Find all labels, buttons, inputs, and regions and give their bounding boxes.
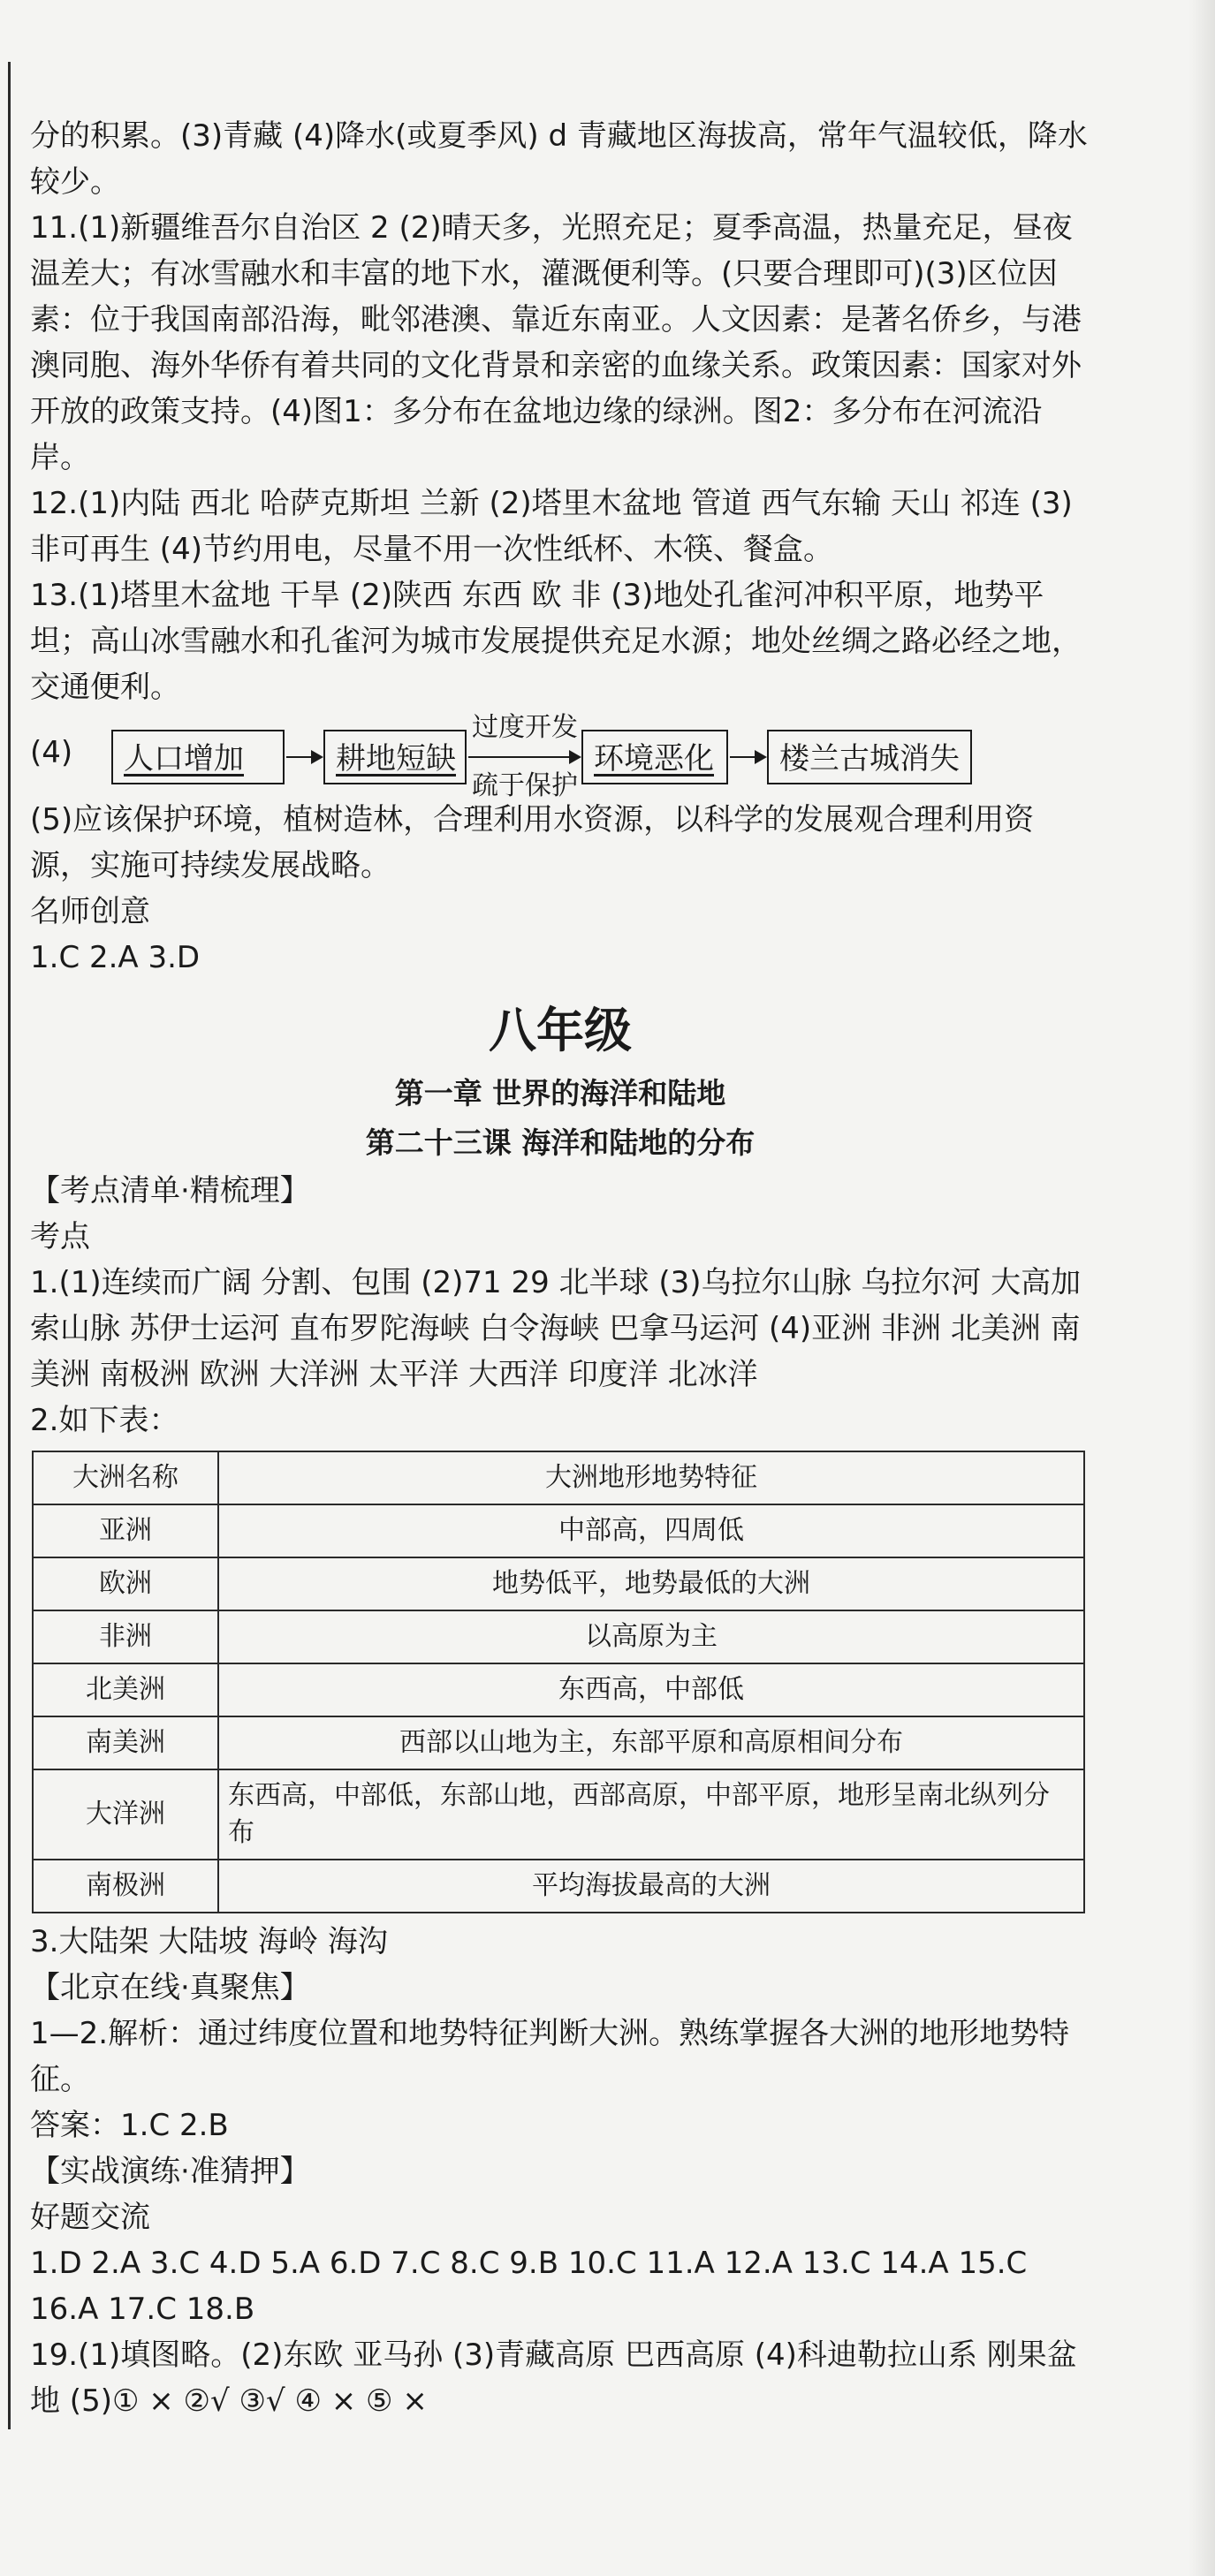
table-cell-continent: 南美洲 — [33, 1716, 218, 1769]
kaodian-2-intro: 2.如下表： — [30, 1403, 179, 1438]
table-cell-continent: 大洋洲 — [33, 1769, 218, 1860]
answer-1-2: 答案：1.C 2.B — [30, 2108, 229, 2143]
table-row — [33, 1557, 1084, 1610]
table-row — [33, 1610, 1084, 1663]
section-heading-practice: 【实战演练·准猜押】 — [30, 2154, 310, 2189]
answer-13: 13.(1)塔里木盆地 干旱 (2)陕西 东西 欧 非 (3)地处孔雀河冲积平原，地势平坦；高山冰雪融水和孔雀河为城市发展提供充足水源；地处丝绸之路必经之地，交通便利。 — [30, 578, 1082, 705]
table-cell-feature: 地势低平，地势最低的大洲 — [218, 1557, 1084, 1610]
answer-list-teacher: 1.C 2.A 3.D — [30, 940, 201, 975]
table-cell-continent: 欧洲 — [33, 1557, 218, 1610]
margin-line — [8, 62, 11, 2429]
analysis-1-2: 1—2.解析：通过纬度位置和地势特征判断大洲。熟练掌握各大洲的地形地势特征。 — [30, 2016, 1070, 2097]
flow-box-farmland-text: 耕地短缺 — [336, 741, 456, 777]
table-cell-feature: 以高原为主 — [218, 1610, 1084, 1663]
answer-content — [30, 113, 1090, 2424]
table-row — [33, 1716, 1084, 1769]
kaodian-1: 1.(1)连续而广阔 分割、包围 (2)71 29 北半球 (3)乌拉尔山脉 乌拉尔河 大高加索山脉 苏伊士运河 直布罗陀海峡 白令海峡 巴拿马运河 (4)亚洲 非洲 北美洲 南美洲 南极洲 欧洲 大洋洲 太平洋 大西洋 印度洋 北冰洋 — [30, 1265, 1082, 1392]
flow-label: (4) — [30, 735, 73, 770]
chapter-title: 第一章 世界的海洋和陆地 — [394, 1076, 726, 1110]
flow-box-loulan — [767, 730, 972, 784]
flow-box-environment-text: 环境恶化 — [594, 741, 714, 777]
answer-13-5: (5)应该保护环境，植树造林，合理利用水资源，以科学的发展观合理利用资源，实施可持续发展战略。 — [30, 802, 1035, 883]
flow-note-overdevelop: 过度开发 — [472, 712, 578, 743]
subheading-good-questions: 好题交流 — [30, 2200, 150, 2235]
table-header-cell: 大洲名称 — [33, 1451, 218, 1504]
flow-arrow-1 — [286, 756, 322, 758]
table-cell-continent: 非洲 — [33, 1610, 218, 1663]
table-row — [33, 1504, 1084, 1557]
continent-terrain-table — [32, 1451, 1085, 1913]
flow-box-farmland — [323, 730, 467, 784]
section-heading-beijing: 【北京在线·真聚焦】 — [30, 1970, 310, 2005]
answer-11: 11.(1)新疆维吾尔自治区 2 (2)晴天多，光照充足；夏季高温，热量充足，昼夜温差大；有冰雪融水和丰富的地下水，灌溉便利等。(只要合理即可)(3)区位因素：位于我国南部沿海，毗邻港澳、靠近东南亚。人文因素：是著名侨乡，与港澳同胞、海外华侨有着共同的文化背景和亲密的血缘关系。政策因素：国家对外开放的政策支持。(4)图1：多分布在盆地边缘的绿洲。图2：多分布在河流沿岸。 — [30, 210, 1082, 475]
flow-box-population — [111, 730, 285, 784]
table-header-cell: 大洲地形地势特征 — [218, 1451, 1084, 1504]
table-cell-feature: 东西高，中部低，东部山地，西部高原，中部平原，地形呈南北纵列分布 — [218, 1769, 1084, 1860]
table-cell-continent: 亚洲 — [33, 1504, 218, 1557]
flow-arrow-3 — [730, 756, 765, 758]
table-header-row — [33, 1451, 1084, 1504]
kaodian-3: 3.大陆架 大陆坡 海岭 海沟 — [30, 1924, 388, 1959]
section-heading-checklist: 【考点清单·精梳理】 — [30, 1173, 310, 1208]
paragraph-continuation: 分的积累。(3)青藏 (4)降水(或夏季风) d 青藏地区海拔高，常年气温较低，降水较少。 — [30, 118, 1088, 200]
table-cell-feature: 东西高，中部低 — [218, 1663, 1084, 1716]
flow-box-loulan-text: 楼兰古城消失 — [779, 741, 960, 777]
table-cell-continent: 北美洲 — [33, 1663, 218, 1716]
table-cell-continent: 南极洲 — [33, 1860, 218, 1913]
flow-box-population-text: 人口增加 — [124, 741, 244, 777]
table-row — [33, 1769, 1084, 1860]
table-row — [33, 1860, 1084, 1913]
answer-list-practice: 1.D 2.A 3.C 4.D 5.A 6.D 7.C 8.C 9.B 10.C 11.A 12.A 13.C 14.A 15.C 16.A 17.C 18.B — [30, 2246, 1028, 2327]
flow-arrow-2 — [468, 756, 580, 758]
subheading-kaodian: 考点 — [30, 1219, 90, 1254]
grade-title: 八年级 — [489, 1002, 632, 1058]
table-cell-feature: 中部高，四周低 — [218, 1504, 1084, 1557]
flow-note-neglect: 疏于保护 — [472, 770, 578, 801]
table-cell-feature: 平均海拔最高的大洲 — [218, 1860, 1084, 1913]
page-edge-shadow — [1188, 0, 1215, 2576]
flow-box-environment — [581, 730, 728, 784]
answer-12: 12.(1)内陆 西北 哈萨克斯坦 兰新 (2)塔里木盆地 管道 西气东输 天山 祁连 (3)非可再生 (4)节约用电，尽量不用一次性纸杯、木筷、餐盒。 — [30, 486, 1073, 567]
table-cell-feature: 西部以山地为主，东部平原和高原相间分布 — [218, 1716, 1084, 1769]
table-row — [33, 1663, 1084, 1716]
section-label-teacher: 名师创意 — [30, 894, 150, 929]
lesson-title: 第二十三课 海洋和陆地的分布 — [365, 1125, 756, 1160]
answer-19: 19.(1)填图略。(2)东欧 亚马孙 (3)青藏高原 巴西高原 (4)科迪勒拉山系 刚果盆地 (5)① × ②√ ③√ ④ × ⑤ × — [30, 2337, 1077, 2419]
flow-diagram — [30, 710, 1090, 801]
